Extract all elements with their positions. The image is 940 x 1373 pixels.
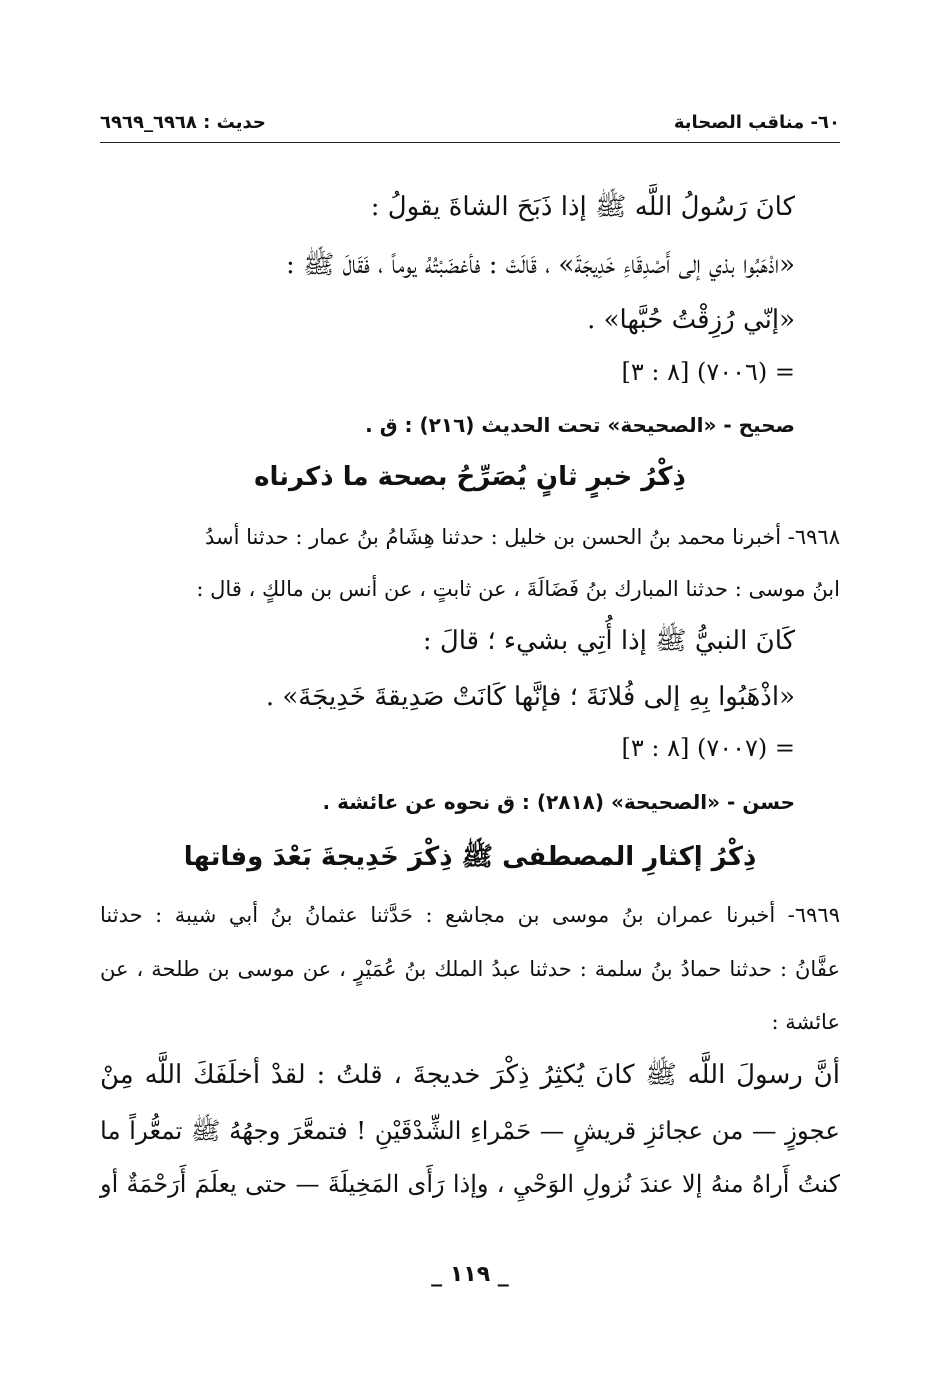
section-heading: ذِكْرُ خبرٍ ثانٍ يُصَرِّحُ بصحة ما ذكرناه [254,462,686,492]
header-divider [100,142,840,143]
hadith-range: حديث : ٦٩٦٨_٦٩٦٩ [100,112,266,133]
text-line: عجوزٍ — من عجائزِ قريشٍ — حَمْراءِ الشِّدْقَيْنِ ! فتمعَّرَ وجهُهُ ﷺ تمعُّراً ما [100,1116,840,1145]
isnad-line: عائشة : [771,1010,840,1034]
text-line: أنَّ رسولَ اللَّه ﷺ كانَ يُكثِرُ ذِكْرَ خديجةَ ، قلتُ : لقدْ أخلَفَكَ اللَّه مِنْ [100,1060,840,1090]
isnad-line: ابنُ موسى : حدثنا المبارك بنُ فَضَالَةَ ، عن ثابتٍ ، عن أنس بن مالكٍ ، قال : [196,577,840,601]
text-line: كنتُ أَراهُ منهُ إلا عندَ نُزولِ الوَحْيِ ، وإذا رَأَى المَخِيلَةَ — حتى يعلَمَ أَرَحْمَةٌ أو [100,1170,840,1198]
text-line: «اذْهَبُوا بِهِ إلى فُلانَةَ ؛ فإنَّها كَانَتْ صَدِيقةَ خَدِيجَةَ» . [265,682,795,712]
running-header [100,106,840,140]
text-line: كَانَ النبيُّ ﷺ إذا أُتِي بشيء ؛ قالَ : [422,626,795,656]
page-number: _ ١١٩ _ [431,1262,509,1287]
section-heading: ذِكْرُ إكثارِ المصطفى ﷺ ذِكْرَ خَدِيجةَ بَعْدَ وفاتها [183,842,757,872]
isnad-line: عفَّانُ : حدثنا حمادُ بنُ سلمة : حدثنا عبدُ الملك بنُ عُمَيْرٍ ، عن موسى بن طلحة ، عن [100,957,840,981]
chapter-title: ٦٠- مناقب الصحابة [673,112,840,133]
text-line: كانَ رَسُولُ اللَّه ﷺ إذا ذَبَحَ الشاةَ يقولُ : [370,192,795,222]
grading: صحيح - «الصحيحة» تحت الحديث (٢١٦) : ق . [365,413,795,437]
text-line: «اذْهَبُوا بذي إلى أَصْدِقَاءِ خَدِيجَةَ» ، قَالَتْ : فأغضَبْتُهُ يوماً ، فَقَالَ ﷺ : [285,250,795,280]
isnad-line: ٦٩٦٨- أخبرنا محمد بنُ الحسن بن خليل : حدثنا هِشَامُ بنُ عمار : حدثنا أسدُ [205,525,840,549]
reference: = (٧٠٠٦) [٨ : ٣] [621,358,795,386]
reference: = (٧٠٠٧) [٨ : ٣] [621,734,795,762]
grading: حسن - «الصحيحة» (٢٨١٨) : ق نحوه عن عائشة . [322,790,795,814]
isnad-line: ٦٩٦٩- أخبرنا عمران بنُ موسى بن مجاشع : حَدَّثنا عثمانُ بنُ أبي شيبة : حدثنا [100,903,840,927]
text-line: «إنّي رُزِقْتُ حُبَّها» . [587,305,795,335]
